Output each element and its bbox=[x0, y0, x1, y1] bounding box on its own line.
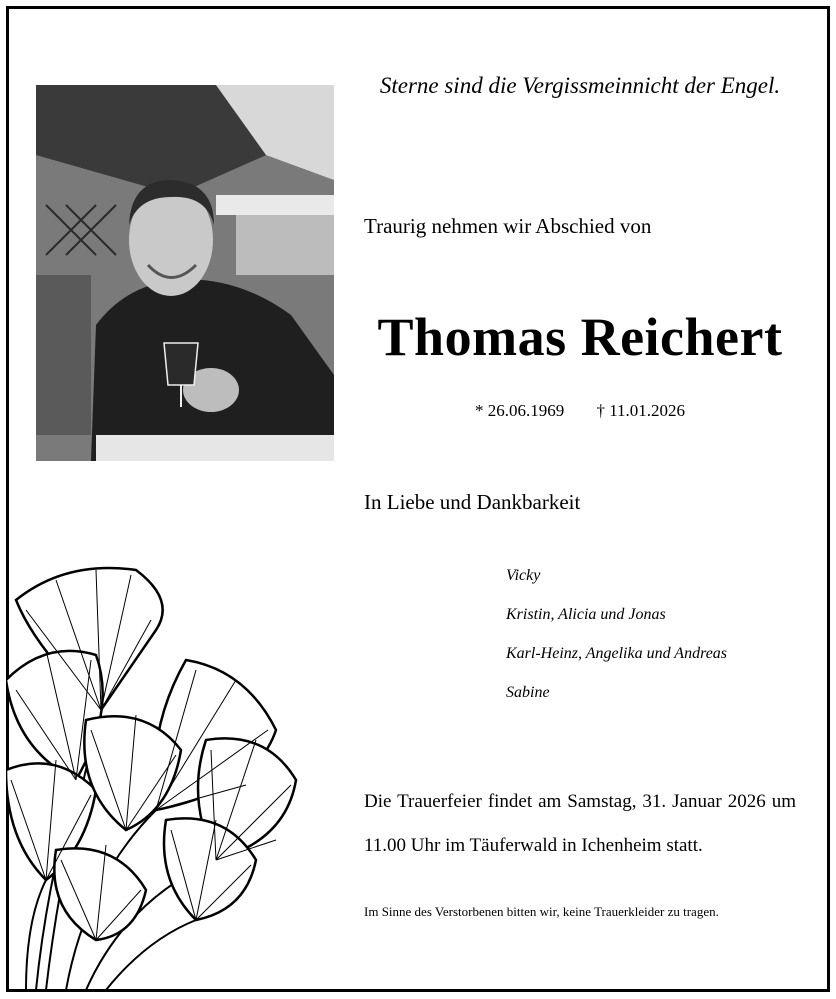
dress-note: Im Sinne des Verstorbenen bitten wir, keine Trauerkleider zu tragen. bbox=[364, 904, 719, 919]
mourners-list bbox=[506, 556, 727, 712]
mourner-item: Vicky bbox=[506, 567, 541, 584]
deceased-name: Thomas Reichert bbox=[377, 307, 783, 367]
portrait-illustration bbox=[36, 85, 334, 461]
intro-line: Traurig nehmen wir Abschied von bbox=[364, 214, 652, 238]
mourner-item: Sabine bbox=[506, 684, 550, 701]
birth-date: * 26.06.1969 bbox=[474, 401, 565, 420]
ginkgo-leaves-illustration bbox=[6, 560, 306, 990]
portrait-photo bbox=[36, 85, 334, 461]
mourner-item: Karl-Heinz, Angelika und Andreas bbox=[506, 645, 728, 662]
death-date: † 11.01.2026 bbox=[596, 401, 686, 420]
life-dates bbox=[360, 401, 800, 421]
love-line: In Liebe und Dankbarkeit bbox=[364, 490, 581, 514]
service-details: Die Trauerfeier findet am Samstag, 31. Januar 2026 um 11.00 Uhr im Täuferwald in Ichenheim statt. bbox=[364, 791, 796, 856]
mourner-item: Kristin, Alicia und Jonas bbox=[506, 606, 666, 623]
motto-quote: Sterne sind die Vergissmeinnicht der Engel. bbox=[379, 73, 781, 98]
